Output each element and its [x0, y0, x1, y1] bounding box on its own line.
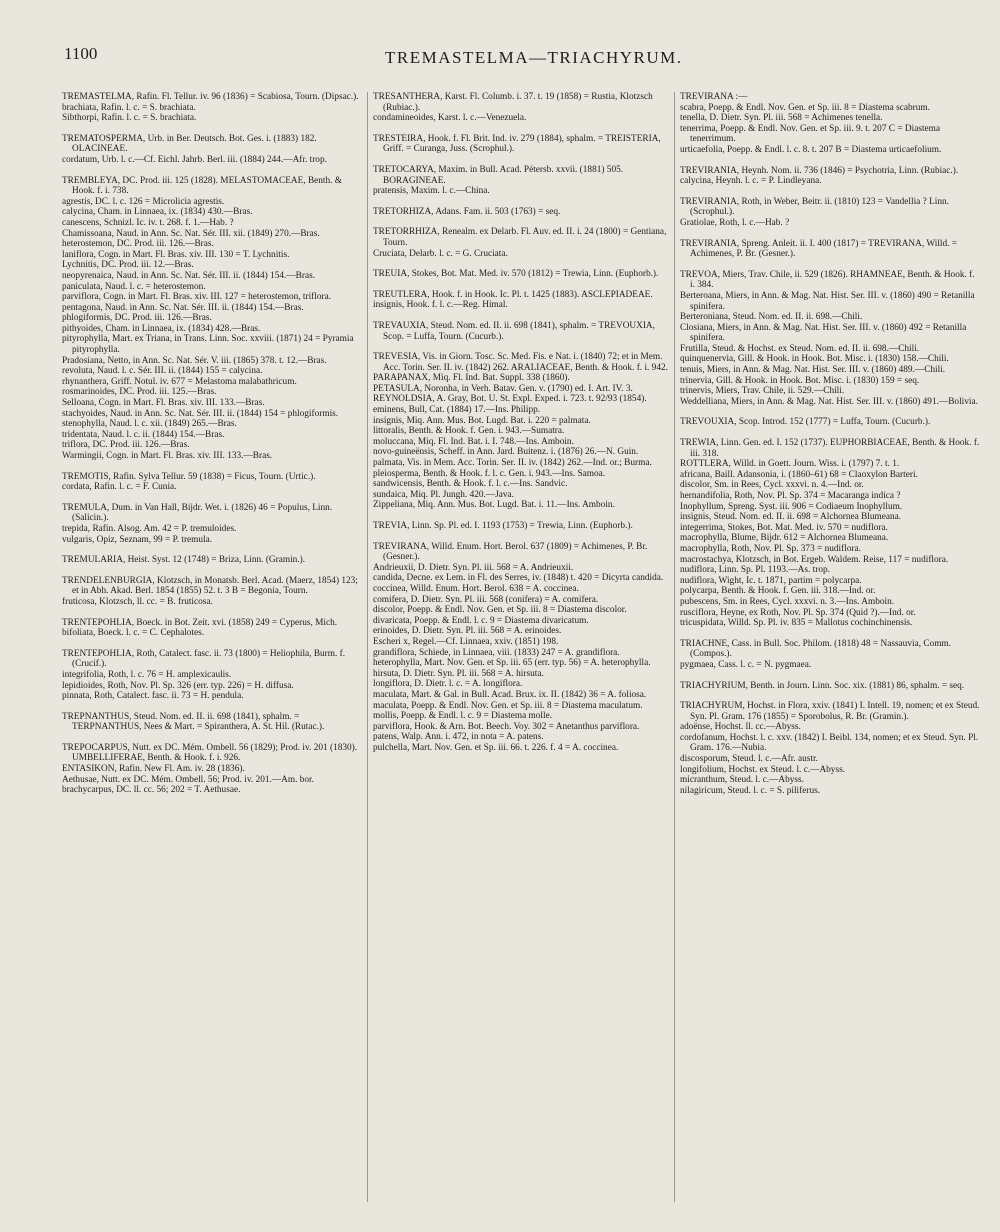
species-line: rhynanthera, Griff. Notul. iv. 677 = Melastoma malabathricum.: [62, 376, 297, 387]
species-line: adoënse, Hochst. ll. cc.—Abyss.: [680, 722, 801, 733]
species-line: paniculata, Naud. l. c. = heterostemon.: [62, 281, 206, 292]
genus-entry: [62, 134, 362, 166]
species-line: pratensis, Maxim. l. c.—China.: [373, 186, 490, 197]
species-line: eminens, Bull, Cat. (1884) 17.—Ins. Philipp.: [373, 405, 541, 416]
species-line: pithyoides, Cham. in Linnaea, ix. (1834) 428.—Bras.: [62, 323, 261, 334]
genus-heading: TREVOA, Miers, Trav. Chile, ii. 529 (1826). RHAMNEAE, Benth. & Hook. f. i. 384.: [680, 269, 975, 291]
genus-heading: TREMULA, Dum. in Van Hall, Bijdr. Wet. i. (1826) 46 = Populus, Linn. (Salicin.).: [62, 502, 333, 524]
species-line: littoralis, Benth. & Hook. f. Gen. i. 943.—Sumatra.: [373, 426, 565, 437]
species-line: Gratiolae, Roth, l. c.—Hab. ?: [680, 217, 790, 228]
species-line: bifoliata, Boeck. l. c. = C. Cephalotes.: [62, 628, 205, 639]
species-line: longiflora, D. Dietr. l. c. = A. longiflora.: [373, 679, 523, 690]
species-line: urticaefolia, Poepp. & Endl. l. c. 8. t. 207 B = Diastema urticaefolium.: [680, 144, 942, 155]
species-line: africana, Baill. Adansonia, i. (1860–61) 68 = Claoxylon Barteri.: [680, 469, 918, 480]
genus-entry: [62, 618, 362, 639]
species-line: tenella, D. Dietr. Syn. Pl. iii. 568 = Achimenes tenella.: [680, 113, 883, 124]
genus-heading: TRETOCARYA, Maxim. in Bull. Acad. Pétersb. xxvii. (1881) 505. BORAGINEAE.: [373, 164, 624, 186]
species-line: rusciflora, Heyne, ex Roth, Nov. Pl. Sp. 374 (Quid ?).—Ind. or.: [680, 607, 916, 618]
species-line: quinquenervia, Gill. & Hook. in Hook. Bot. Misc. i. (1830) 158.—Chili.: [680, 354, 949, 365]
species-line: pygmaea, Cass. l. c. = N. pygmaea.: [680, 659, 812, 670]
species-line: Lychnitis, DC. Prod. iii. 12.—Bras.: [62, 260, 194, 271]
column-divider: [674, 92, 675, 1202]
genus-heading: TRENTEPOHLIA, Boeck. in Bot. Zeit. xvi. (1858) 249 = Cyperus, Mich.: [62, 617, 338, 628]
genus-entry: [62, 712, 362, 733]
species-line: polycarpa, Benth. & Hook. f. Gen. iii. 318.—Ind. or.: [680, 586, 876, 597]
species-line: PARAPANAX, Miq. Fl. Ind. Bat. Suppl. 338 (1860).: [373, 373, 570, 384]
genus-entry: [680, 438, 980, 629]
genus-entry: [62, 743, 362, 796]
species-line: Cruciata, Delarb. l. c. = G. Cruciata.: [373, 248, 508, 259]
species-line: brachycarpus, DC. ll. cc. 56; 202 = T. Aethusae.: [62, 785, 241, 796]
species-line: condamineoides, Karst. l. c.—Venezuela.: [373, 113, 527, 124]
genus-entry: [62, 92, 362, 124]
species-line: trepida, Rafin. Alsog. Am. 42 = P. tremuloides.: [62, 523, 237, 534]
species-line: insignis, Hook. f. l. c.—Reg. Himal.: [373, 300, 508, 311]
genus-heading: TREPNANTHUS, Steud. Nom. ed. II. ii. 698 (1841), sphalm. = TERPNANTHUS, Nees & Mart. = Spiranthera, A. St. Hil. (Rutac.).: [62, 711, 325, 733]
species-line: pentagona, Naud. in Ann. Sc. Nat. Sér. III. ii. (1844) 154.—Bras.: [62, 302, 304, 313]
species-line: longifolium, Hochst. ex Steud. l. c.—Abyss.: [680, 764, 846, 775]
genus-entry: [680, 92, 980, 156]
running-title: TREMASTELMA—TRIACHYRUM.: [385, 48, 683, 67]
species-line: integerrima, Stokes, Bot. Mat. Med. iv. 570 = nudiflora.: [680, 522, 888, 533]
species-line: Berteroniana, Steud. Nom. ed. II. ii. 698.—Chili.: [680, 312, 863, 323]
species-line: Weddelliana, Miers, in Ann. & Mag. Nat. Hist. Ser. III. v. (1860) 491.—Bolivia.: [680, 396, 978, 407]
species-line: Aethusae, Nutt. ex DC. Mém. Ombell. 56; Prod. iv. 201.—Am. bor.: [62, 774, 314, 785]
genus-heading: TREVIRANIA, Roth, in Weber, Beitr. ii. (1810) 123 = Vandellia ? Linn. (Scrophul.).: [680, 196, 949, 218]
species-line: discolor, Poepp. & Endl. Nov. Gen. et Sp. iii. 8 = Diastema discolor.: [373, 605, 627, 616]
species-line: ROTTLERA, Willd. in Goett. Journ. Wiss. i. (1797) 7. t. 1.: [680, 459, 900, 470]
genus-heading: TRIACHNE, Cass. in Bull. Soc. Philom. (1818) 48 = Nassauvia, Comm. (Compos.).: [680, 638, 951, 660]
species-line: brachiata, Rafin. l. c. = S. brachiata.: [62, 102, 196, 113]
species-line: candida, Decne. ex Lem. in Fl. des Serres, iv. (1848) t. 420 = Dicyrta candida.: [373, 573, 664, 584]
genus-heading: TREMASTELMA, Rafin. Fl. Tellur. iv. 96 (1836) = Scabiosa, Tourn. (Dipsac.).: [62, 92, 359, 102]
genus-heading: TRETORHIZA, Adans. Fam. ii. 503 (1763) = seq.: [373, 206, 561, 217]
species-line: pityrophylla, Mart. ex Triana, in Trans. Linn. Soc. xxviii. (1871) 24 = Pyramia pityrophylla.: [62, 334, 354, 356]
species-line: Zippeliana, Miq. Ann. Mus. Bot. Lugd. Bat. i. 11.—Ins. Amboin.: [373, 500, 615, 511]
column-left: [62, 92, 362, 1224]
column-divider: [367, 92, 368, 1202]
species-line: trinervis, Miers, Trav. Chile, ii. 529.—Chili.: [680, 386, 845, 397]
species-line: discosporum, Steud. l. c.—Afr. austr.: [680, 754, 818, 765]
genus-entry: [62, 472, 362, 493]
genus-heading: TREVIRANA, Willd. Enum. Hort. Berol. 637 (1809) = Achimenes, P. Br. (Gesner.).: [373, 541, 648, 563]
species-line: cordata, Rafin. l. c. = F. Cunia.: [62, 482, 177, 493]
species-line: maculata, Poepp. & Endl. Nov. Gen. et Sp. iii. 8 = Diastema maculatum.: [373, 700, 643, 711]
species-line: insignis, Steud. Nom. ed. II. ii. 698 = Alchornea Blumeana.: [680, 512, 902, 523]
species-line: fruticosa, Klotzsch, ll. cc. = B. fruticosa.: [62, 596, 213, 607]
species-line: calycina, Heynh. l. c. = P. Lindleyana.: [680, 176, 822, 187]
species-line: pubescens, Sm. in Rees, Cycl. xxxvi. n. 3.—Ins. Amboin.: [680, 596, 895, 607]
species-line: rosmarinoides, DC. Prod. iii. 125.—Bras.: [62, 387, 217, 398]
species-line: calycina, Cham. in Linnaea, ix. (1834) 430.—Bras.: [62, 207, 253, 218]
genus-heading: TREMATOSPERMA, Urb. in Ber. Deutsch. Bot. Ges. i. (1883) 182. OLACINEAE.: [62, 133, 317, 155]
species-line: revoluta, Naud. l. c. Sér. III. ii. (1844) 155 = calycina.: [62, 366, 263, 377]
species-line: agrestis, DC. l. c. 126 = Microlicia agrestis.: [62, 196, 225, 207]
species-line: insignis, Miq. Ann. Mus. Bot. Lugd. Bat. i. 220 = palmata.: [373, 415, 591, 426]
genus-entry: [62, 555, 362, 566]
species-line: macrophylla, Blume, Bijdr. 612 = Alchornea Blumeana.: [680, 533, 889, 544]
genus-entry: [373, 321, 669, 342]
genus-heading: TREVIRANA :—: [680, 92, 748, 102]
genus-heading: TREVAUXIA, Steud. Nom. ed. II. ii. 698 (1841), sphalm. = TREVOUXIA, Scop. = Luffa, Tourn. (Cucurb.).: [373, 320, 655, 342]
genus-heading: TREUIA, Stokes, Bot. Mat. Med. iv. 570 (1812) = Trewia, Linn. (Euphorb.).: [373, 269, 659, 280]
genus-heading: TRETORRHIZA, Renealm. ex Delarb. Fl. Auv. ed. II. i. 24 (1800) = Gentiana, Tourn.: [373, 227, 667, 248]
page-number: 1100: [64, 44, 98, 63]
species-line: cordatum, Urb. l. c.—Cf. Eichl. Jahrb. Berl. iii. (1884) 244.—Afr. trop.: [62, 154, 327, 165]
column-middle: [373, 92, 669, 1224]
species-line: mollis, Poepp. & Endl. l. c. 9 = Diastema molle.: [373, 711, 553, 722]
species-line: ENTASIKON, Rafin. New Fl. Am. iv. 28 (1836).: [62, 764, 245, 775]
species-line: tridentata, Naud. l. c. ii. (1844) 154.—Bras.: [62, 429, 225, 440]
species-line: Inophyllum, Spreng. Syst. iii. 906 = Codiaeum Inophyllum.: [680, 501, 903, 512]
genus-entry: [373, 165, 669, 197]
genus-heading: TRIACHYRUM, Hochst. in Flora, xxiv. (1841) I. Intell. 19, nomen; et ex Steud. Syn. Pl. Gram. 176 (1855) = Sporobolus, R. Br. (Gramin.).: [680, 701, 980, 722]
species-line: maculata, Mart. & Gal. in Bull. Acad. Brux. ix. II. (1842) 36 = A. foliosa.: [373, 689, 647, 700]
species-line: Andrieuxii, D. Dietr. Syn. Pl. iii. 568 = A. Andrieuxii.: [373, 562, 574, 573]
species-line: lepidioides, Roth, Nov. Pl. Sp. 326 (err. typ. 226) = H. diffusa.: [62, 680, 294, 691]
species-line: hernandifolia, Roth, Nov. Pl. Sp. 374 = Macaranga indica ?: [680, 491, 901, 501]
genus-heading: TRENDELENBURGIA, Klotzsch, in Monatsb. Berl. Acad. (Maerz, 1854) 123; et in Abh. Akad. Berl. 1854 (1855) 52. t. 3 B = Begonia, Tourn.: [62, 575, 358, 597]
genus-entry: [62, 649, 362, 702]
species-line: trinervia, Gill. & Hook. in Hook. Bot. Misc. i. (1830) 159 = seq.: [680, 375, 920, 386]
genus-heading: TREPOCARPUS, Nutt. ex DC. Mém. Ombell. 56 (1829); Prod. iv. 201 (1830). UMBELLIFERAE, Benth. & Hook. f. i. 926.: [62, 742, 358, 764]
species-line: comifera, D. Dietr. Syn. Pl. iii. 568 (conifera) = A. comifera.: [373, 594, 599, 605]
species-line: sundaica, Miq. Pl. Jungh. 420.—Java.: [373, 489, 514, 500]
genus-entry: [680, 639, 980, 671]
species-line: patens, Walp. Ann. i. 472, in nota = A. patens.: [373, 732, 544, 743]
genus-entry: [62, 176, 362, 462]
genus-entry: [680, 166, 980, 187]
species-line: neopyrenaica, Naud. in Ann. Sc. Nat. Sér. III. ii. (1844) 154.—Bras.: [62, 270, 316, 281]
species-line: parviflora, Hook. & Arn. Bot. Beech. Voy. 302 = Anetanthus parviflora.: [373, 721, 640, 732]
species-line: phlogiformis, DC. Prod. iii. 126.—Bras.: [62, 313, 212, 324]
species-line: discolor, Sm. in Rees, Cycl. xxxvi. n. 4.—Ind. or.: [680, 480, 864, 491]
species-line: scabra, Poepp. & Endl. Nov. Gen. et Sp. iii. 8 = Diastema scabrum.: [680, 102, 930, 113]
species-line: palmata, Vis. in Mem. Acc. Torin. Ser. II. iv. (1842) 262.—Ind. or.; Burma.: [373, 458, 652, 469]
species-line: tricuspidata, Willd. Sp. Pl. iv. 835 = Mallotus cochinchinensis.: [680, 618, 913, 629]
species-line: coccinea, Willd. Enum. Hort. Berol. 638 = A. coccinea.: [373, 583, 579, 594]
species-line: Chamissoana, Naud. in Ann. Sc. Nat. Sér. III. xii. (1849) 270.—Bras.: [62, 228, 320, 239]
genus-heading: TREMULARIA, Heist. Syst. 12 (1748) = Briza, Linn. (Gramin.).: [62, 555, 306, 566]
genus-entry: [373, 134, 669, 155]
species-line: hirsuta, D. Dietr. Syn. Pl. iii. 568 = A. hirsuta.: [373, 668, 544, 679]
species-line: micranthum, Steud. l. c.—Abyss.: [680, 775, 804, 786]
species-line: nilagiricum, Steud. l. c. = S. piliferus.: [680, 785, 821, 796]
genus-heading: TREVESIA, Vis. in Giorn. Tosc. Sc. Med. Fis. e Nat. i. (1840) 72; et in Mem. Acc. Torin. Ser. II. iv. (1842) 262. ARALIACEAE, Benth. & Hook. f. i. 942.: [373, 352, 668, 373]
genus-entry: [373, 542, 669, 754]
species-line: vulgaris, Opiz, Seznam, 99 = P. tremula.: [62, 534, 213, 545]
species-line: PETASULA, Noronha, in Verh. Batav. Gen. v. (1790) ed. I. Art. IV. 3.: [373, 383, 633, 394]
genus-entry: [680, 701, 980, 796]
genus-entry: [373, 227, 669, 259]
genus-heading: TREVIRANIA, Spreng. Anleit. ii. I. 400 (1817) = TREVIRANA, Willd. = Achimenes, P. Br. (Gesner.).: [680, 238, 958, 260]
genus-heading: TREWIA, Linn. Gen. ed. I. 152 (1737). EUPHORBIACEAE, Benth. & Hook. f. iii. 318.: [680, 438, 980, 459]
species-line: heterostemon, DC. Prod. iii. 126.—Bras.: [62, 239, 214, 250]
species-line: Escheri x, Regel.—Cf. Linnaea, xxiv. (1851) 198.: [373, 636, 559, 647]
species-line: REYNOLDSIA, A. Gray, Bot. U. St. Expl. Exped. i. 723. t. 92/93 (1854).: [373, 394, 647, 405]
species-line: sandwicensis, Benth. & Hook. f. l. c.—Ins. Sandvic.: [373, 479, 568, 490]
genus-entry: [373, 352, 669, 511]
species-line: Sibthorpi, Rafin. l. c. = S. brachiata.: [62, 113, 197, 124]
genus-heading: TRIACHYRIUM, Benth. in Journ. Linn. Soc. xix. (1881) 86, sphalm. = seq.: [680, 680, 965, 691]
species-line: pinnata, Roth, Catalect. fasc. ii. 73 = H. pendula.: [62, 691, 244, 702]
species-line: nudiflora, Wight, Ic. t. 1871, partim = polycarpa.: [680, 575, 862, 586]
species-line: heterophylla, Mart. Nov. Gen. et Sp. iii. 65 (err. typ. 56) = A. heterophylla.: [373, 658, 651, 669]
genus-entry: [680, 417, 980, 428]
genus-entry: [373, 92, 669, 124]
species-line: canescens, Schnizl. Ic. iv. t. 268. f. 1.—Hab. ?: [62, 217, 234, 228]
genus-entry: [373, 207, 669, 218]
species-line: cordofanum, Hochst. l. c. xxv. (1842) I. Beibl. 134, nomen; et ex Steud. Syn. Pl. Gram. 176.—Nubia.: [680, 732, 979, 754]
genus-heading: TRESANTHERA, Karst. Fl. Columb. i. 37. t. 19 (1858) = Rustia, Klotzsch (Rubiac.).: [373, 92, 653, 113]
species-line: moluccana, Miq. Fl. Ind. Bat. i. I. 748.—Ins. Amboin.: [373, 436, 574, 447]
species-line: grandiflora, Schiede, in Linnaea, viii. (1833) 247 = A. grandiflora.: [373, 647, 620, 658]
species-line: Warmingii, Cogn. in Mart. Fl. Bras. xiv. III. 133.—Bras.: [62, 451, 273, 461]
species-line: pleiosperma, Benth. & Hook. f. l. c. Gen. i. 943.—Ins. Samoa.: [373, 468, 606, 479]
species-line: nudiflora, Linn. Sp. Pl. 1193.—As. trop.: [680, 565, 830, 576]
species-line: novo-guineënsis, Scheff. in Ann. Jard. Buitenz. i. (1876) 26.—N. Guin.: [373, 447, 639, 458]
species-line: divaricata, Poepp. & Endl. l. c. 9 = Diastema divaricatum.: [373, 615, 589, 626]
genus-entry: [680, 270, 980, 408]
species-line: tenerrima, Poepp. & Endl. Nov. Gen. et Sp. iii. 9. t. 207 C = Diastema tenerrimum.: [680, 123, 941, 145]
genus-heading: TREVIRANIA, Heynh. Nom. ii. 736 (1846) = Psychotria, Linn. (Rubiac.).: [680, 165, 959, 176]
genus-entry: [680, 239, 980, 260]
species-line: laniflora, Cogn. in Mart. Fl. Bras. xiv. III. 130 = T. Lychnitis.: [62, 249, 290, 260]
genus-entry: [62, 576, 362, 608]
species-line: integrifolia, Roth, l. c. 76 = H. amplexicaulis.: [62, 669, 232, 680]
species-line: stachyoides, Naud. in Ann. Sc. Nat. Sér. III. ii. (1844) 154 = phlogiformis.: [62, 408, 339, 419]
column-right: [680, 92, 980, 1224]
species-line: parviflora, Cogn. in Mart. Fl. Bras. xiv. III. 127 = heterostemon, triflora.: [62, 292, 332, 303]
species-line: pulchella, Mart. Nov. Gen. et Sp. iii. 66. t. 226. f. 4 = A. coccinea.: [373, 742, 619, 753]
species-line: macrostachya, Klotzsch, in Bot. Ergeb. Waldem. Reise, 117 = nudiflora.: [680, 554, 949, 565]
species-line: macrophylla, Roth, Nov. Pl. Sp. 373 = nudiflora.: [680, 543, 862, 554]
genus-heading: TREVIA, Linn. Sp. Pl. ed. I. 1193 (1753) = Trewia, Linn. (Euphorb.).: [373, 521, 633, 531]
genus-heading: TREMBLEYA, DC. Prod. iii. 125 (1828). MELASTOMACEAE, Benth. & Hook. f. i. 738.: [62, 175, 343, 197]
genus-entry: [373, 269, 669, 280]
genus-entry: [373, 521, 669, 532]
species-line: triflora, DC. Prod. iii. 126.—Bras.: [62, 440, 190, 451]
genus-heading: TRESTEIRA, Hook. f. Fl. Brit. Ind. iv. 279 (1884), sphalm. = TREISTERIA, Griff. = Curanga, Juss. (Scrophul.).: [373, 133, 661, 155]
genus-heading: TRENTEPOHLIA, Roth, Catalect. fasc. ii. 73 (1800) = Heliophila, Burm. f. (Crucif.).: [62, 648, 346, 670]
species-line: Frutilla, Steud. & Hochst. ex Steud. Nom. ed. II. ii. 698.—Chili.: [680, 343, 920, 354]
species-line: tenuis, Miers, in Ann. & Mag. Nat. Hist. Ser. III. v. (1860) 489.—Chili.: [680, 365, 946, 376]
species-line: erinoides, D. Dietr. Syn. Pl. iii. 568 = A. erinoides.: [373, 626, 562, 637]
genus-heading: TREUTLERA, Hook. f. in Hook. Ic. Pl. t. 1425 (1883). ASCLEPIADEAE.: [373, 289, 653, 300]
species-line: Selloana, Cogn. in Mart. Fl. Bras. xiv. III. 133.—Bras.: [62, 398, 265, 409]
species-line: stenophylla, Naud. l. c. xii. (1849) 265.—Bras.: [62, 419, 237, 430]
species-line: Pradosiana, Netto, in Ann. Sc. Nat. Sér. V. iii. (1865) 378. t. 12.—Bras.: [62, 355, 327, 366]
genus-entry: [680, 681, 980, 692]
species-line: Closiana, Miers, in Ann. & Mag. Nat. Hist. Ser. III. v. (1860) 492 = Retanilla spinifera.: [680, 322, 967, 344]
species-line: Berteroana, Miers, in Ann. & Mag. Nat. Hist. Ser. III. v. (1860) 490 = Retanilla spinifera.: [680, 290, 975, 312]
genus-entry: [680, 197, 980, 229]
genus-heading: TREVOUXIA, Scop. Introd. 152 (1777) = Luffa, Tourn. (Cucurb.).: [680, 417, 931, 428]
genus-entry: [62, 503, 362, 545]
genus-entry: [373, 290, 669, 311]
genus-heading: TREMOTIS, Rafin. Sylva Tellur. 59 (1838) = Ficus, Tourn. (Urtic.).: [62, 471, 316, 482]
